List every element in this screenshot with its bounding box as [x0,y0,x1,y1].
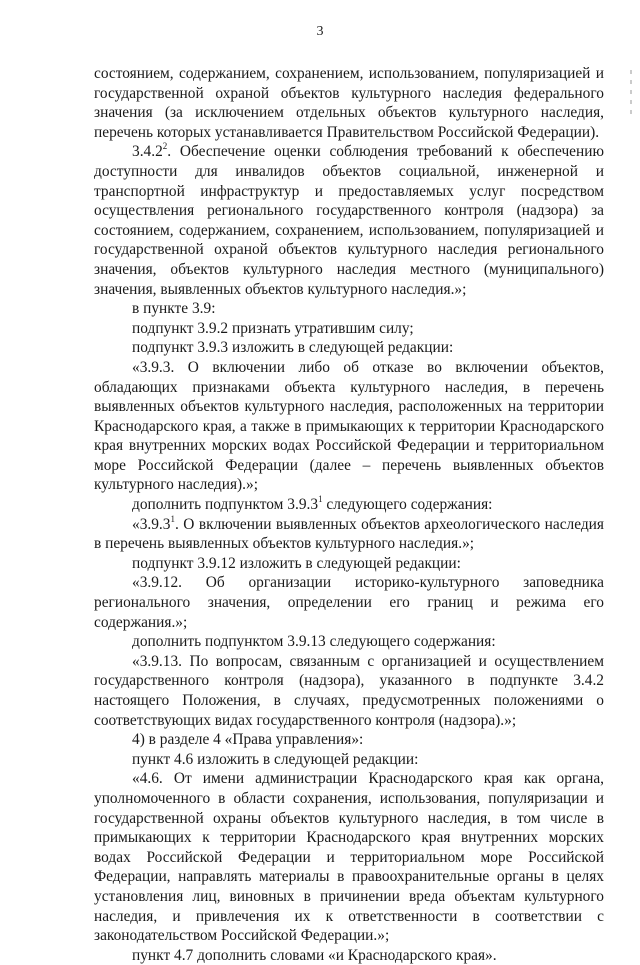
paragraph: дополнить подпунктом 3.9.3$^1$ следующего содержания: [132,493,493,514]
paragraph: пункт 4.6 изложить в следующей редакции: [132,750,419,768]
document-body [94,64,604,965]
margin-stamp-mark [630,70,634,130]
paragraph: «3.9.13. По вопросам, связанным с организацией и осуществлением государственного контроля (надзора), указанного в подпункте 3.4.2 настоящего Положения, в случаях, предусмотренных положениями о соответствующих видах государственного контроля (надзора).»; [94,652,604,729]
paragraph: пункт 4.7 дополнить словами «и Краснодарского края». [132,946,497,964]
paragraph: «3.9.3. О включении либо об отказе во включении объектов, обладающих признаками объекта культурного наследия, в перечень выявленных объектов культурного наследия, расположенных на территории Краснодарского края, а также в примыкающих к территории Краснодарского края внутренних морских водах Российской Федерации и территориальном море Российской Федерации (далее – перечень выявленных объектов культурного наследия).»; [94,358,604,494]
paragraph: 3.4.2$^2$. Обеспечение оценки соблюдения требований к обеспечению доступности для инвалидов объектов социальной, инженерной и транспортной инфраструктур и предоставляемых услуг посредством осуществления регионального государственного контроля (надзора) за состоянием, содержанием, сохранением, использованием, популяризацией и государственной охраной объектов культурного наследия регионального значения, объектов культурного наследия местного (муниципального) значения, выявленных объектов культурного наследия.»; [94,141,604,298]
paragraph: в пункте 3.9: [132,300,216,318]
paragraph: «4.6. От имени администрации Краснодарского края как органа, уполномоченного в области сохранения, использования, популяризации и государственной охраны объектов культурного наследия, в том числе в примыкающих к территории Краснодарского края внутренних морских водах Российской Федерации и территориальном море Российской Федерации, направлять материалы в правоохранительные органы в целях установления лиц, виновных в причинении вреда объектам культурного наследия, и привлечения их к ответственности в соответствии с законодательством Российской Федерации.»; [94,770,604,945]
paragraph: подпункт 3.9.2 признать утратившим силу; [132,319,414,337]
paragraph: дополнить подпунктом 3.9.13 следующего содержания: [132,633,496,651]
paragraph: подпункт 3.9.3 изложить в следующей редакции: [132,339,454,357]
paragraph: «3.9.12. Об организации историко-культурного заповедника регионального значения, определении его границ и режима его содержания.»; [94,574,604,631]
page-number: 3 [316,24,324,39]
paragraph: состоянием, содержанием, сохранением, использованием, популяризацией и государственной охраной объектов культурного наследия федерального значения (за исключением отдельных объектов культурного наследия, перечень которых устанавливается Правительством Российской Федерации). [94,65,604,141]
paragraph: подпункт 3.9.12 изложить в следующей редакции: [132,554,461,572]
paragraph: «3.9.3$^1$. О включении выявленных объектов археологического наследия в перечень выявленных объектов культурного наследия.»; [94,513,604,553]
paragraph: 4) в разделе 4 «Права управления»: [132,731,364,749]
